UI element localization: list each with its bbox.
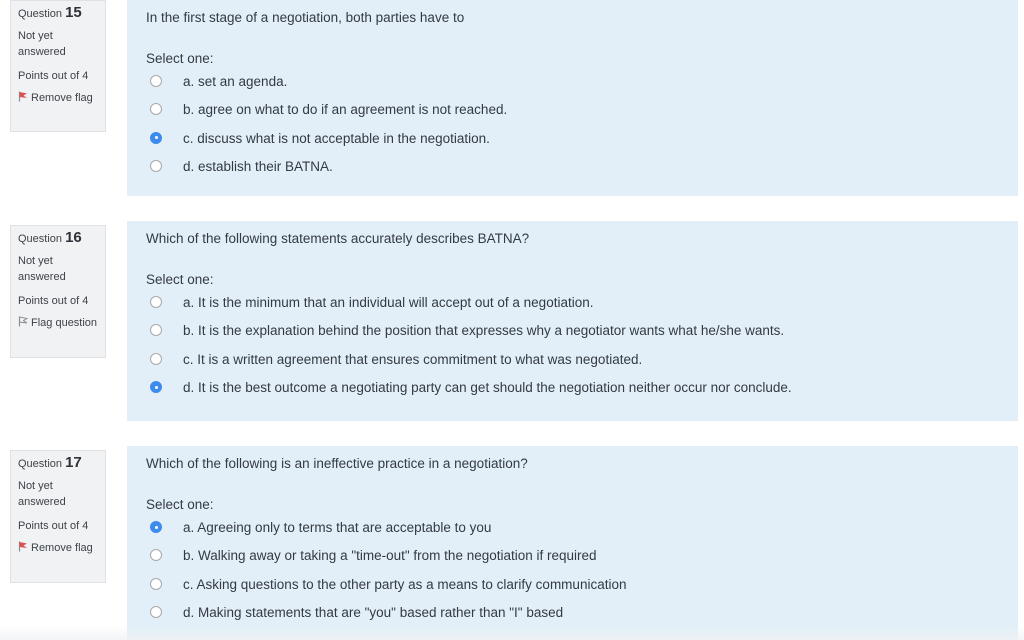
question-content (127, 446, 1018, 640)
question-label: Question (18, 458, 63, 470)
select-one-prompt: Select one: (146, 272, 214, 287)
radio-button[interactable] (150, 75, 162, 87)
answer-option[interactable] (146, 103, 1018, 131)
answer-option[interactable] (146, 75, 1018, 103)
answer-label[interactable]: d. Making statements that are "you" based rather than "I" based (183, 605, 564, 621)
question-info (10, 450, 106, 583)
answer-option[interactable] (146, 521, 1018, 549)
question-text: Which of the following is an ineffective practice in a negotiation? (146, 456, 528, 471)
question-points: Points out of 4 (18, 295, 89, 307)
question-label: Question (18, 8, 63, 20)
radio-button[interactable] (150, 324, 162, 336)
flag-label: Remove flag (31, 542, 93, 554)
question-number: 15 (65, 4, 82, 21)
question-content (127, 0, 1018, 196)
answer-option[interactable] (146, 381, 1018, 409)
question-points: Points out of 4 (18, 70, 89, 82)
answer-option[interactable] (146, 160, 1018, 188)
select-one-prompt: Select one: (146, 497, 214, 512)
answer-label[interactable]: c. It is a written agreement that ensures commitment to what was negotiated. (183, 351, 643, 367)
question-heading (18, 455, 98, 472)
question-state: Not yet answered (18, 30, 66, 58)
question-number: 17 (65, 454, 82, 471)
question-heading (18, 230, 98, 247)
bottom-fade (0, 626, 1024, 640)
select-one-prompt: Select one: (146, 51, 214, 66)
answer-label[interactable]: a. It is the minimum that an individual will accept out of a negotiation. (183, 295, 594, 310)
question-text: Which of the following statements accurately describes BATNA? (146, 231, 530, 246)
question-label: Question (18, 233, 63, 245)
question-info (10, 225, 106, 358)
answer-option[interactable] (146, 296, 1018, 324)
answer-label[interactable]: a. set an agenda. (183, 74, 288, 89)
answer-list (146, 296, 1018, 410)
radio-button[interactable] (150, 353, 162, 365)
radio-button[interactable] (150, 296, 162, 308)
radio-button[interactable] (150, 549, 162, 561)
radio-button-selected[interactable] (150, 381, 162, 393)
answer-label[interactable]: c. discuss what is not acceptable in the negotiation. (183, 130, 490, 146)
question-text: In the first stage of a negotiation, both parties have to (146, 10, 465, 25)
radio-button[interactable] (150, 103, 162, 115)
question-state: Not yet answered (18, 255, 66, 283)
answer-list (146, 75, 1018, 189)
flag-outline-icon (18, 316, 28, 327)
radio-button-selected[interactable] (150, 521, 162, 533)
question-state: Not yet answered (18, 480, 66, 508)
answer-label[interactable]: a. Agreeing only to terms that are acceptable to you (183, 520, 492, 535)
flag-icon (18, 91, 28, 102)
flag-icon (18, 541, 28, 552)
radio-button[interactable] (150, 578, 162, 590)
answer-label[interactable]: d. establish their BATNA. (183, 159, 333, 175)
answer-option[interactable] (146, 324, 1018, 352)
flag-toggle[interactable] (18, 90, 98, 106)
answer-option[interactable] (146, 353, 1018, 381)
flag-label: Remove flag (31, 92, 93, 104)
question-points: Points out of 4 (18, 520, 89, 532)
answer-option[interactable] (146, 132, 1018, 160)
answer-label[interactable]: c. Asking questions to the other party as a means to clarify communication (183, 576, 627, 592)
flag-toggle[interactable] (18, 315, 98, 331)
radio-button-selected[interactable] (150, 132, 162, 144)
answer-label[interactable]: b. Walking away or taking a "time-out" from the negotiation if required (183, 548, 597, 564)
answer-list (146, 521, 1018, 635)
radio-button[interactable] (150, 160, 162, 172)
answer-label[interactable]: b. agree on what to do if an agreement is not reached. (183, 102, 508, 118)
question-number: 16 (65, 229, 82, 246)
question-content (127, 221, 1018, 421)
answer-option[interactable] (146, 578, 1018, 606)
flag-label: Flag question (31, 317, 98, 329)
answer-option[interactable] (146, 549, 1018, 577)
question-heading (18, 5, 98, 22)
radio-button[interactable] (150, 606, 162, 618)
answer-label[interactable]: b. It is the explanation behind the position that expresses why a negotiator wants what he/she wants. (183, 323, 785, 339)
answer-label[interactable]: d. It is the best outcome a negotiating party can get should the negotiation neither occur nor conclude. (183, 380, 792, 396)
flag-toggle[interactable] (18, 540, 98, 556)
question-info (10, 0, 106, 132)
